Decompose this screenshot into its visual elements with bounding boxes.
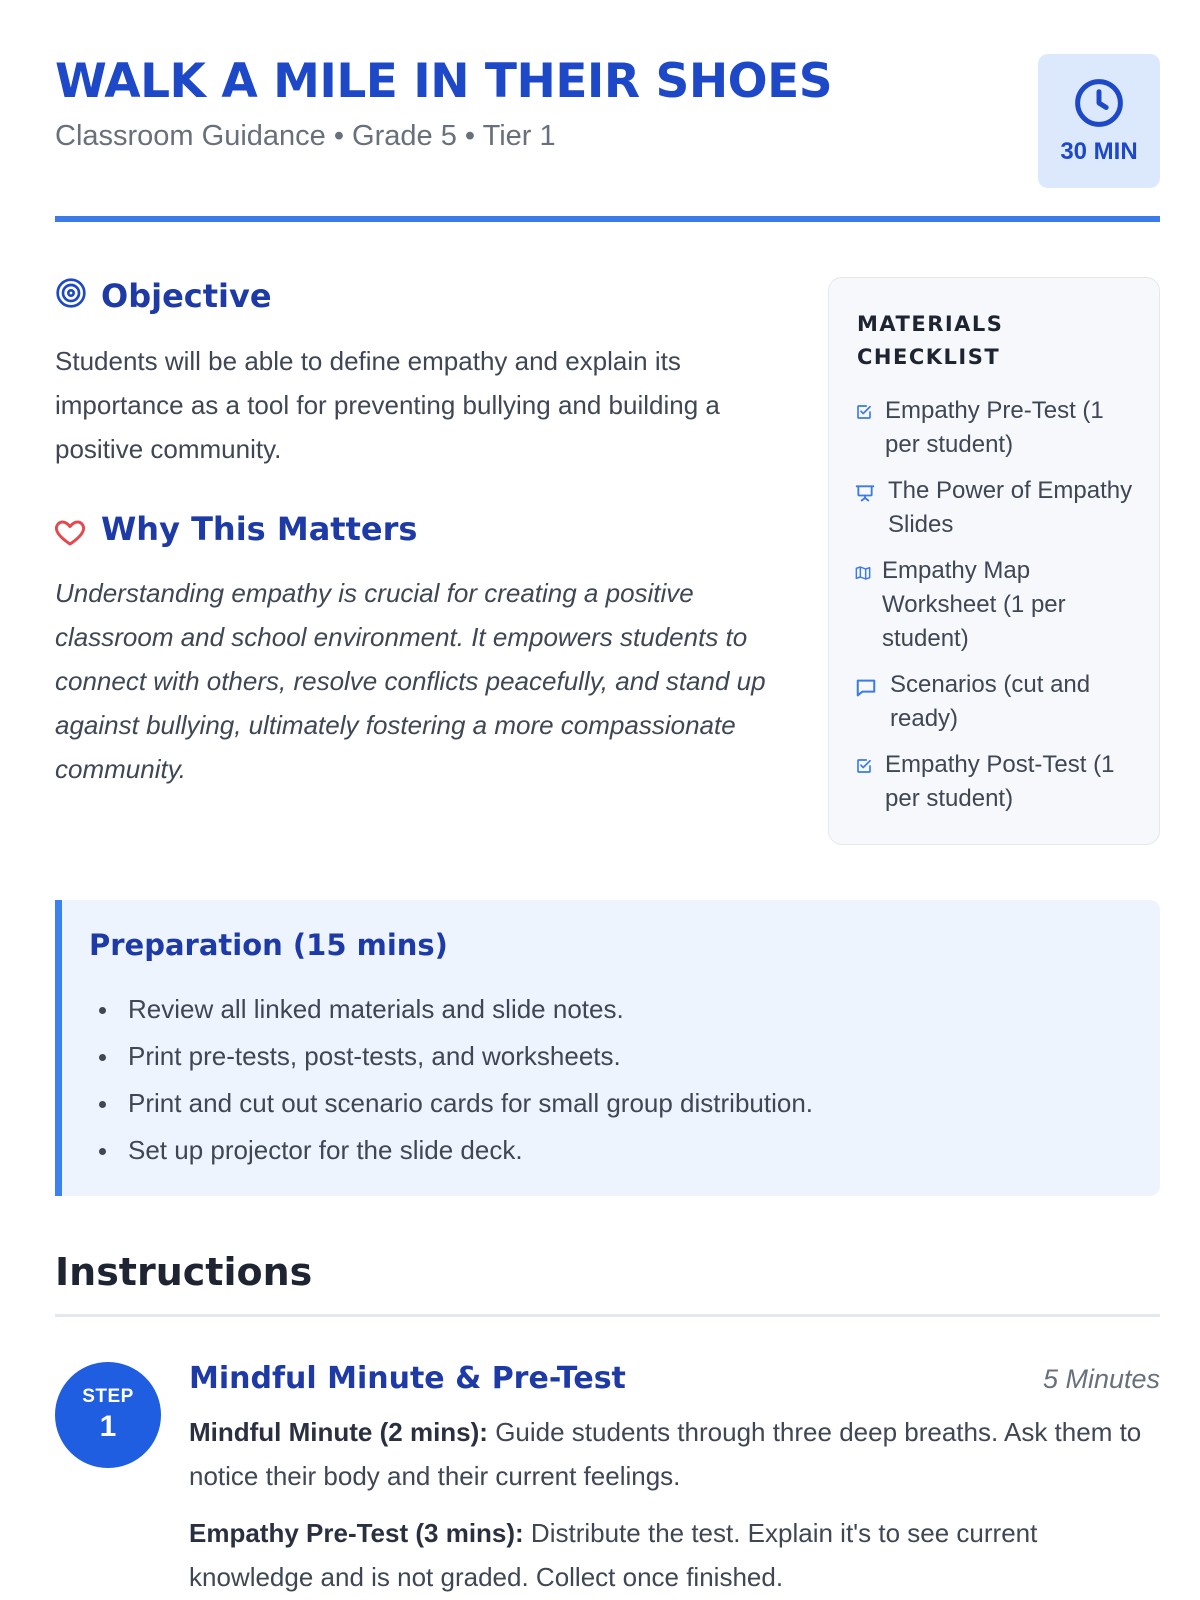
- list-item: Print pre-tests, post-tests, and worksheets.: [95, 1033, 813, 1080]
- duration-text: 30 MIN: [1060, 138, 1138, 165]
- preparation-list: [95, 986, 813, 1174]
- duration-badge: [1038, 54, 1160, 188]
- step-paragraph: [189, 1511, 1149, 1599]
- material-item: [855, 394, 1145, 462]
- preparation-callout: [55, 900, 1160, 1196]
- list-item: Review all linked materials and slide notes.: [95, 986, 813, 1033]
- material-item: [855, 668, 1145, 736]
- heart-icon: [53, 516, 87, 548]
- material-label: Empathy Map Worksheet (1 per student): [882, 557, 1066, 652]
- why-text: Understanding empathy is crucial for creating a positive classroom and school environment. It empowers students to connect with others, resolve conflicts peacefully, and stand up against bullying, ultimately fostering a more compassionate community.: [55, 578, 766, 784]
- step-number: 1: [99, 1410, 117, 1443]
- page-title: WALK A MILE IN THEIR SHOES: [55, 54, 833, 109]
- chat-bubble-icon: [855, 677, 877, 699]
- why-heading: Why This Matters: [101, 510, 418, 548]
- material-label: Empathy Post-Test (1 per student): [885, 751, 1115, 812]
- presentation-icon: [855, 483, 875, 503]
- material-label: Empathy Pre-Test (1 per student): [885, 397, 1104, 458]
- materials-title: MATERIALS CHECKLIST: [857, 312, 1004, 369]
- list-item: Set up projector for the slide deck.: [95, 1127, 813, 1174]
- objective-text: Students will be able to define empathy and explain its importance as a tool for preventing bullying and building a positive community.: [55, 346, 720, 464]
- checkbox-icon: [855, 757, 873, 775]
- preparation-title: Preparation (15 mins): [89, 928, 448, 962]
- map-icon: [855, 565, 871, 581]
- step-paragraph-lead: Mindful Minute (2 mins):: [189, 1417, 488, 1447]
- step-duration: 5 Minutes: [1042, 1364, 1160, 1394]
- lesson-header: [55, 52, 1160, 222]
- material-item: [855, 474, 1145, 542]
- step-paragraph: [189, 1410, 1149, 1498]
- step-paragraph-text: Distribute the test. Explain it's to see current knowledge and is not graded. Collect once finished.: [189, 1518, 1038, 1592]
- instructions-heading: Instructions: [55, 1250, 313, 1294]
- material-label: The Power of Empathy Slides: [888, 477, 1133, 538]
- material-label: Scenarios (cut and ready): [890, 671, 1091, 732]
- list-item: Print and cut out scenario cards for small group distribution.: [95, 1080, 813, 1127]
- step-paragraph-text: Guide students through three deep breaths. Ask them to notice their body and their current feelings.: [189, 1417, 1142, 1491]
- step-badge: [55, 1362, 161, 1468]
- material-item: [855, 748, 1145, 816]
- checkbox-icon: [855, 403, 873, 421]
- material-item: [855, 554, 1145, 656]
- page-subtitle: Classroom Guidance • Grade 5 • Tier 1: [55, 120, 556, 152]
- objective-heading: Objective: [101, 277, 272, 315]
- step-paragraph-lead: Empathy Pre-Test (3 mins):: [189, 1518, 524, 1548]
- clock-icon: [1072, 76, 1126, 130]
- target-icon: [55, 277, 87, 309]
- instructions-divider: [55, 1314, 1160, 1317]
- materials-checklist: [828, 277, 1160, 845]
- step-title: Mindful Minute & Pre-Test: [189, 1361, 626, 1396]
- step-label: STEP: [82, 1386, 134, 1407]
- header-divider: [55, 216, 1160, 222]
